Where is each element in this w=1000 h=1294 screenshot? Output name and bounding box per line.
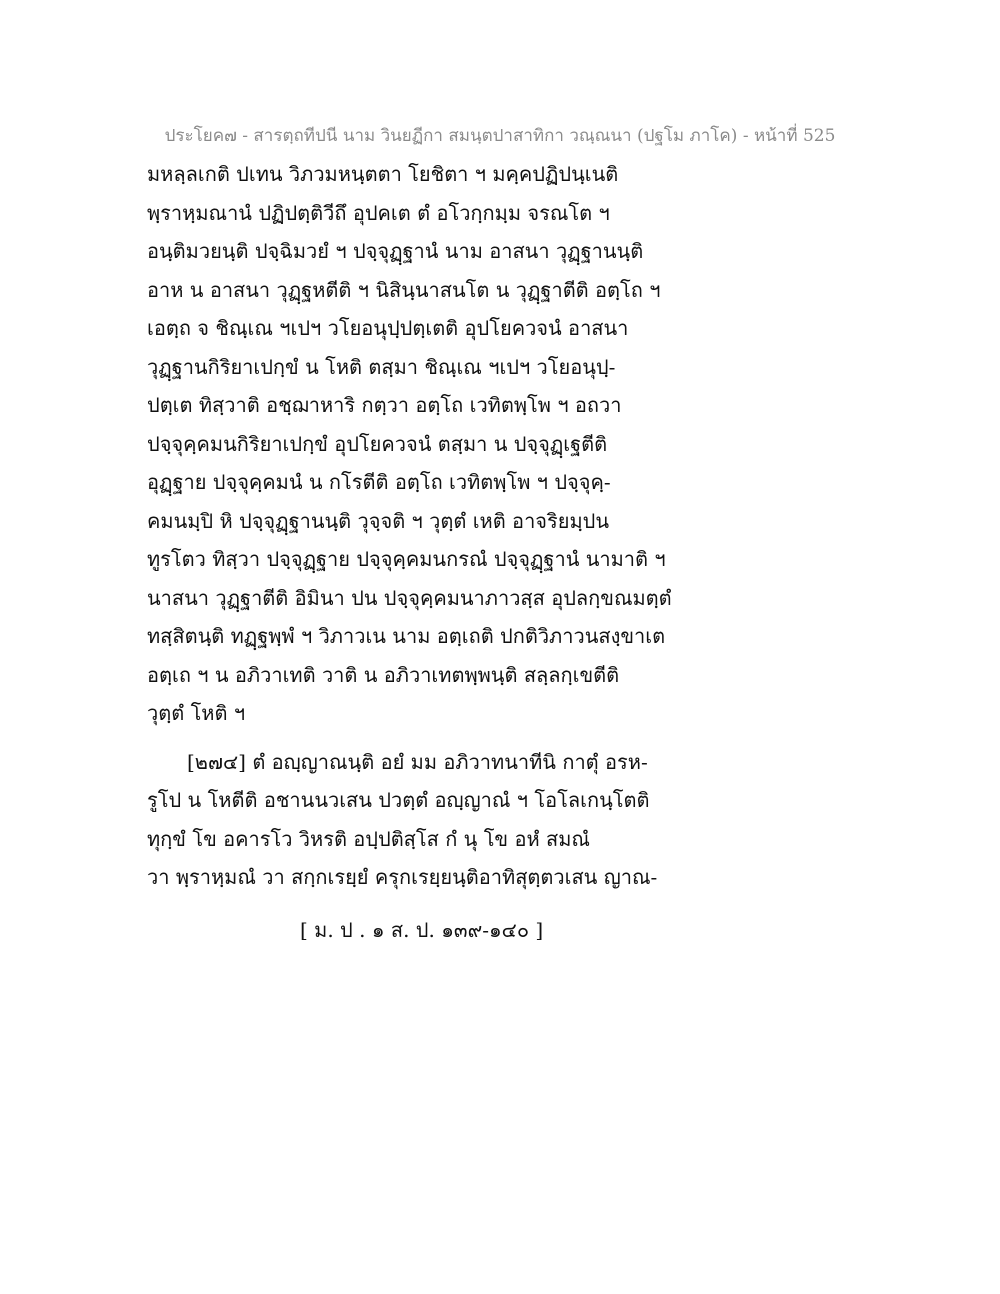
running-header: ประโยค๗ - สารตฺถทีปนี นาม วินยฏีกา สมนฺตปาสาทิกา วณฺณนา (ปฐโม ภาโค) - หน้าที่ 525 — [164, 126, 836, 146]
text-line: รูโป น โหตีติ อชานนวเสน ปวตฺตํ อญฺญาณํ ฯ โอโลเกนฺโตติ — [147, 788, 650, 812]
text-line: ปจฺจุคฺคมนกิริยาเปกฺขํ อุปโยควจนํ ตสฺมา น ปจฺจุฏฺเฐตีติ — [147, 431, 608, 456]
text-line: วุฏฺฐานกิริยาเปกฺขํ น โหติ ตสฺมา ชิณฺเณ ฯเปฯ วโยอนุปฺ- — [147, 354, 616, 379]
text-line: ทสฺสิตนฺติ ทฏฺฐพฺพํ ฯ วิภาวเน นาม อตฺเถติ ปกติวิภาวนสงฺขาเต — [147, 624, 666, 648]
page-reference: [ ม. ป . ๑ ส. ป. ๑๓๙-๑๔๐ ] — [300, 918, 544, 942]
text-line: วา พฺราหฺมณํ วา สกฺกเรยฺยํ ครุกเรยฺยนฺติอาทิสุตฺตวเสน ญาณ- — [147, 865, 658, 889]
text-line: อนฺติมวยนฺติ ปจฺฉิมวยํ ฯ ปจฺจุฏฺฐานํ นาม อาสนา วุฏฺฐานนฺติ — [147, 239, 644, 263]
text-line: มหลฺลเกติ ปเทน วิภวมหนฺตตา โยชิตา ฯ มคฺคปฏิปนฺเนติ — [147, 162, 619, 186]
text-line: อตฺเถ ฯ น อภิวาเทติ วาติ น อภิวาเทตพฺพนฺติ สลฺลกฺเขตีติ — [147, 662, 620, 687]
paragraph-gap — [147, 733, 867, 743]
body-text — [147, 155, 867, 897]
text-line: พฺราหฺมณานํ ปฏิปตฺติวีถึ อุปคเต ตํ อโวกฺกมฺม จรณโต ฯ — [147, 200, 610, 225]
text-line: ปตฺเต ทิสฺวาติ อชฺฌาหาริ กตฺวา อตฺโถ เวทิตพฺโพ ฯ อถวา — [147, 393, 622, 417]
text-line: วุตฺตํ โหติ ฯ — [147, 701, 246, 725]
text-line: คมนมฺปิ หิ ปจฺจุฏฺฐานนฺติ วุจฺจติ ฯ วุตฺตํ เหติ อาจริยมฺปน — [147, 508, 610, 533]
paragraph-2 — [147, 743, 867, 897]
text-line: อาห น อาสนา วุฏฺฐหตีติ ฯ นิสินฺนาสนโต น วุฏฺฐาตีติ อตฺโถ ฯ — [147, 277, 661, 302]
text-line: ทูรโตว ทิสฺวา ปจฺจุฏฺฐาย ปจฺจุคฺคมนกรณํ ปจฺจุฏฺฐานํ นามาติ ฯ — [147, 547, 666, 571]
text-line: ทุกฺขํ โข อคารโว วิหรติ อปฺปติสฺโส กํ นุ โข อหํ สมณํ — [147, 826, 590, 851]
paragraph-1 — [147, 155, 867, 733]
text-line: นาสนา วุฏฺฐาตีติ อิมินา ปน ปจฺจุคฺคมนาภาวสฺส อุปลกฺขณมตฺตํ — [147, 585, 672, 610]
text-line: เอตฺถ จ ชิณฺเณ ฯเปฯ วโยอนุปฺปตฺเตติ อุปโยควจนํ อาสนา — [147, 316, 629, 340]
text-line: [๒๗๔] ตํ อญฺญาณนฺติ อยํ มม อภิวาทนาทีนิ กาตุํ อรห- — [187, 749, 648, 774]
text-line: อุฏฺฐาย ปจฺจุคฺคมนํ น กโรตีติ อตฺโถ เวทิตพฺโพ ฯ ปจฺจุคฺ- — [147, 470, 611, 494]
